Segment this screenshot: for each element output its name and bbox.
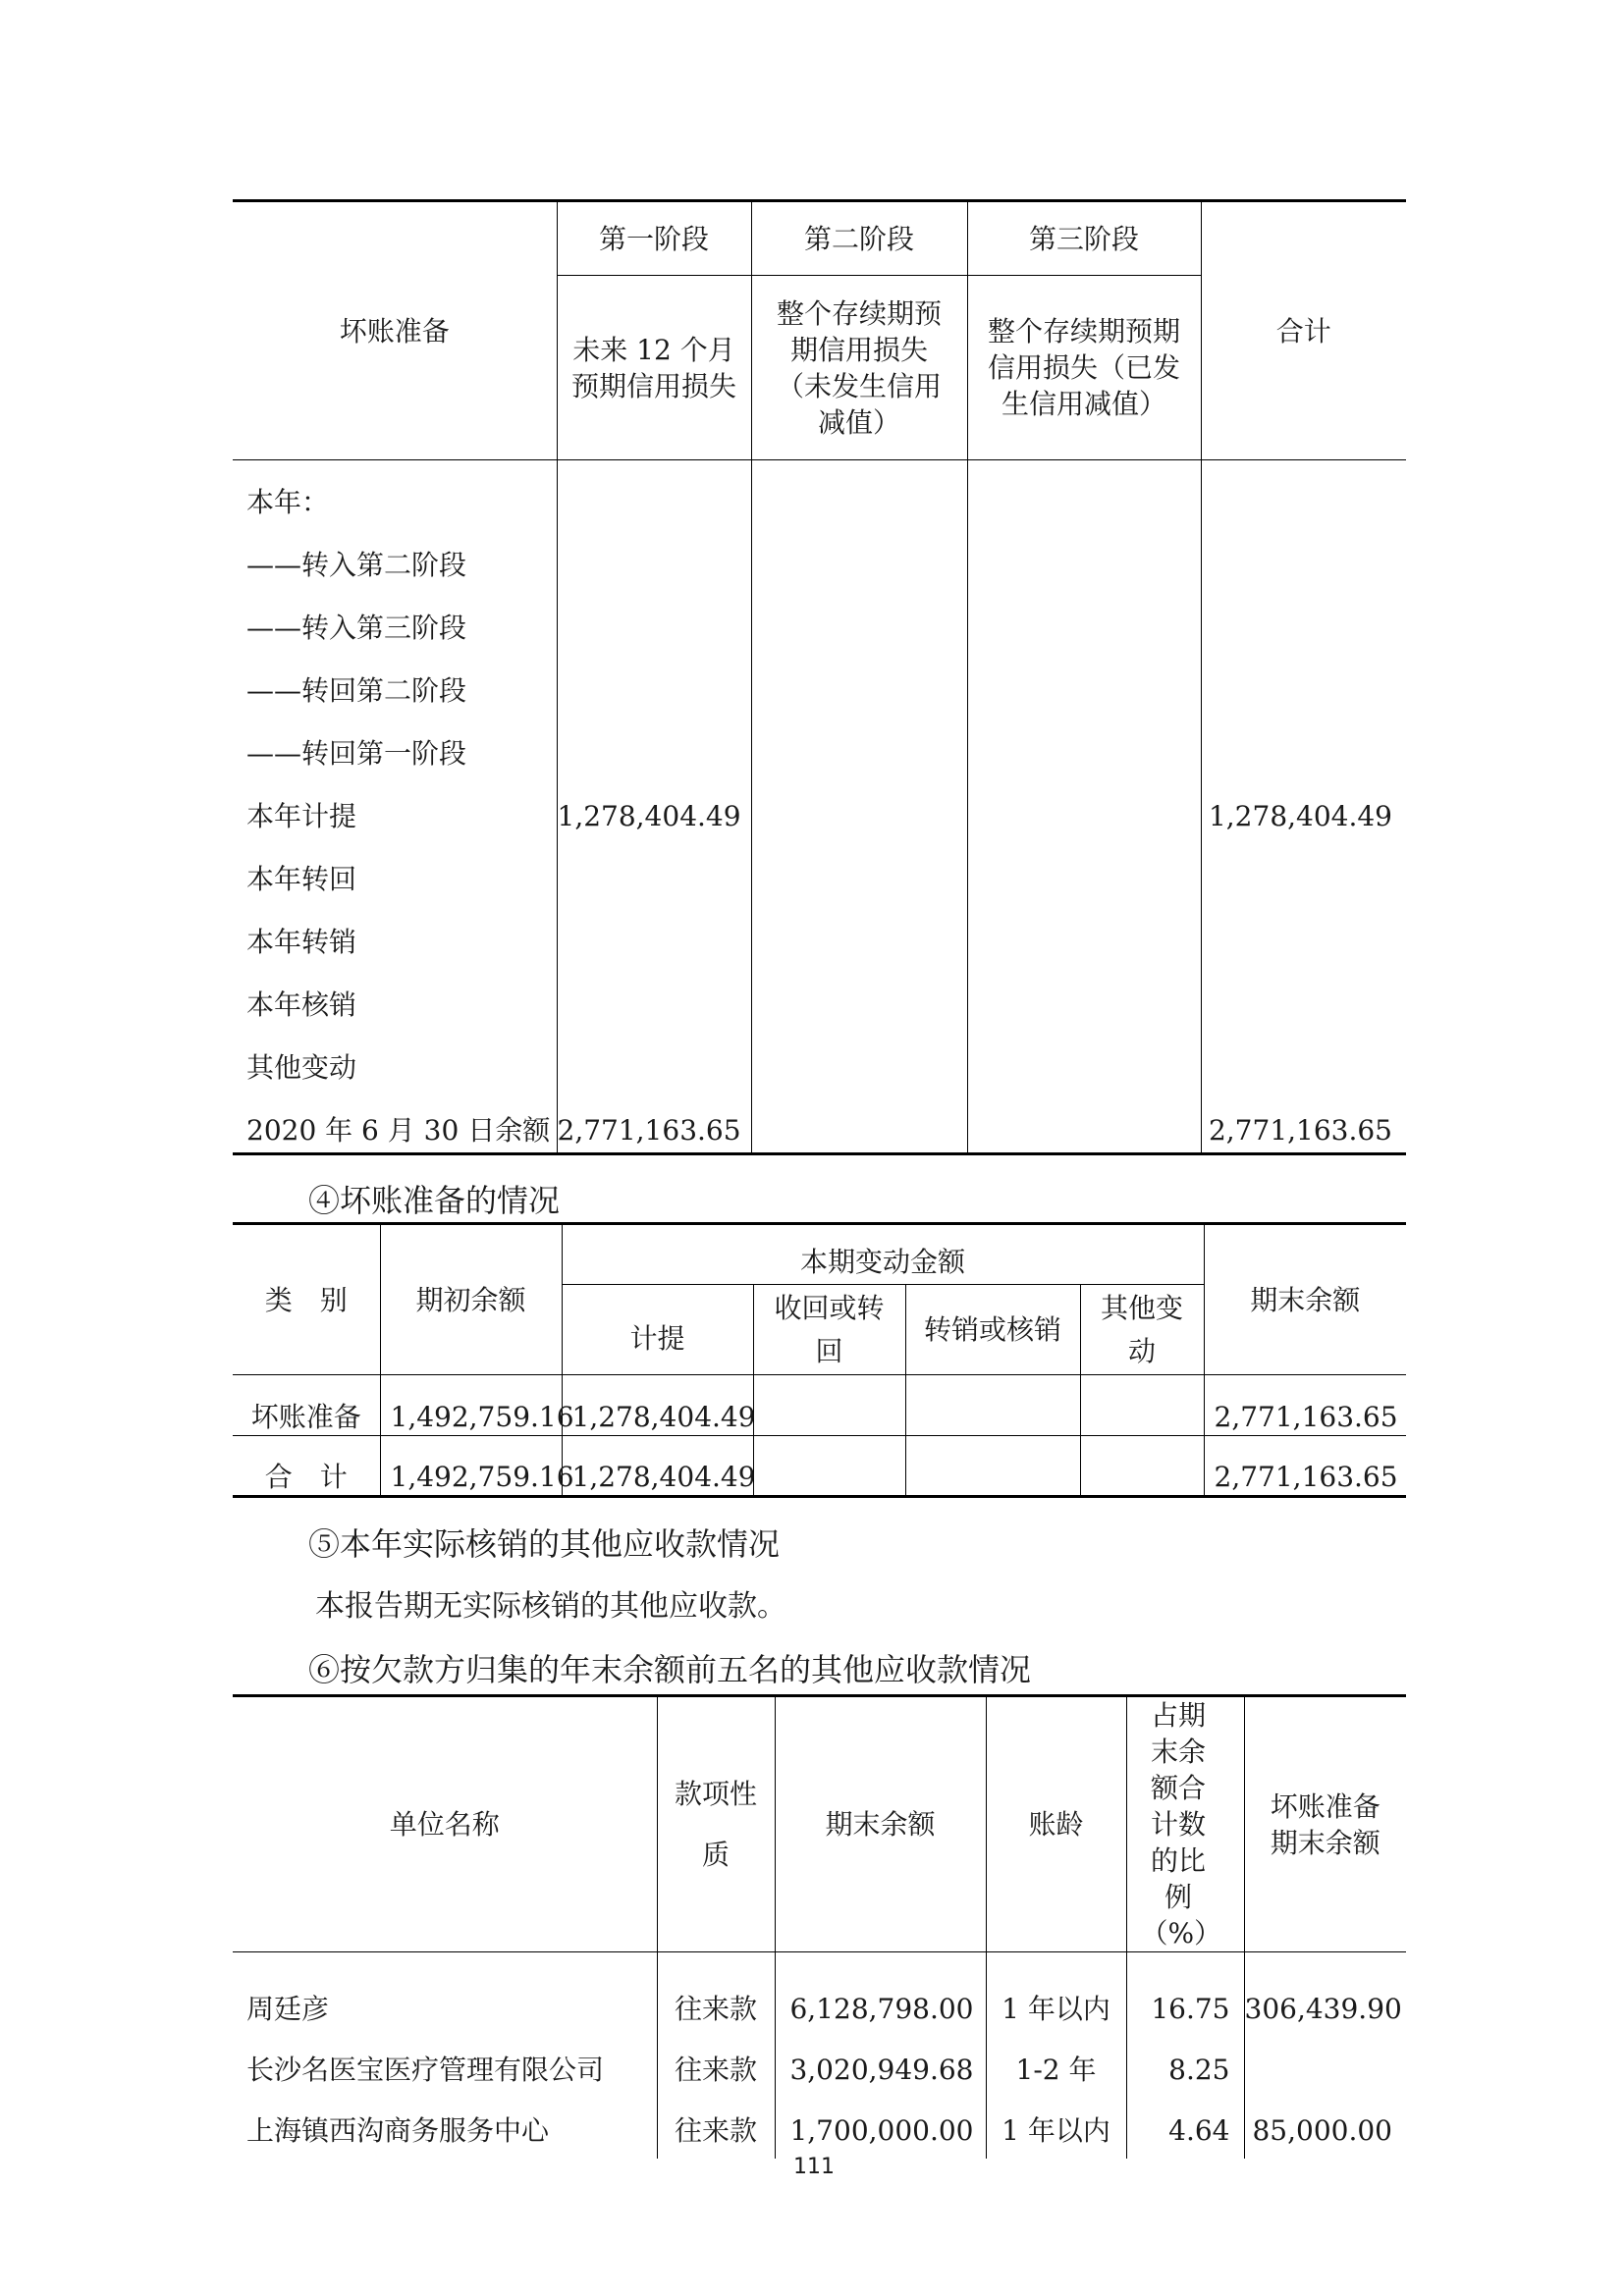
row-labels-cell: [233, 460, 557, 1154]
table-row: [233, 1375, 1406, 1436]
header-provision: 坏账准备期末余额: [1270, 1789, 1380, 1859]
provision-cell: 306,439.90: [1244, 1992, 1402, 2025]
row-label: ——转入第二阶段: [246, 549, 467, 581]
closing-balance-cell: 3,020,949.68: [775, 2037, 986, 2098]
header-name: 单位名称: [233, 1696, 657, 1952]
row-label: ——转入第三阶段: [246, 612, 467, 644]
section6-heading: ⑥按欠款方归集的年末余额前五名的其他应收款情况: [308, 1651, 1032, 1688]
other-cell: [1080, 1436, 1204, 1497]
total-value: 2,771,163.65: [1208, 1114, 1392, 1147]
aging-cell: 1 年以内: [986, 2098, 1126, 2159]
section4-heading: ④坏账准备的情况: [308, 1182, 561, 1219]
stage1-value: [558, 672, 737, 735]
header-total: 合计: [1275, 314, 1331, 347]
header-stage1-desc: 未来 12 个月预期信用损失: [557, 276, 751, 460]
writeoff-cell: [905, 1375, 1080, 1436]
stage1-value: 2,771,163.65: [557, 1114, 741, 1147]
table-row: [233, 2098, 1406, 2159]
total-value: 1,278,404.49: [1208, 800, 1392, 832]
nature-cell: 往来款: [657, 2037, 775, 2098]
header-stage1: 第一阶段: [557, 201, 751, 276]
header-nature: 款项性质: [657, 1696, 775, 1952]
opening-cell: 1,492,759.16: [380, 1436, 562, 1497]
ratio-cell: 16.75: [1126, 1952, 1244, 2037]
row-label: ——转回第一阶段: [246, 737, 467, 770]
stage1-value: [558, 924, 737, 987]
stage1-value: 1,278,404.49: [557, 800, 741, 832]
ratio-cell: 4.64: [1126, 2098, 1244, 2159]
row-label: 本年转销: [246, 926, 357, 958]
header-other: 其他变动: [1080, 1285, 1204, 1375]
stage1-value: [558, 484, 737, 547]
total-value: [1202, 610, 1393, 672]
stage3-values-cell: [967, 460, 1201, 1154]
aging-cell: 1 年以内: [986, 1952, 1126, 2037]
top-five-receivables-table: [233, 1694, 1406, 2159]
accrual-cell: 1,278,404.49: [562, 1375, 753, 1436]
header-recover: 收回或转回: [753, 1285, 905, 1375]
header-stage3: 第三阶段: [967, 201, 1201, 276]
recover-cell: [753, 1375, 905, 1436]
header-stage2: 第二阶段: [751, 201, 967, 276]
stage1-value: [558, 987, 737, 1049]
row-label: 其他变动: [246, 1051, 357, 1084]
total-value: [1202, 547, 1393, 610]
header-category: 类 别: [233, 1224, 380, 1375]
name-cell: 上海镇西沟商务服务中心: [233, 2098, 657, 2159]
bad-debt-summary-table: [233, 1222, 1406, 1498]
aging-cell: 1-2 年: [986, 2037, 1126, 2098]
table-row: [233, 2037, 1406, 2098]
total-value: [1202, 987, 1393, 1049]
header-opening: 期初余额: [380, 1224, 562, 1375]
ratio-cell: 8.25: [1126, 2037, 1244, 2098]
other-cell: [1080, 1375, 1204, 1436]
section5-note: 本报告期无实际核销的其他应收款。: [315, 1589, 786, 1624]
closing-balance-cell: 6,128,798.00: [775, 1952, 986, 2037]
recover-cell: [753, 1436, 905, 1497]
provision-cell: [1244, 2037, 1406, 2098]
category-cell: 坏账准备: [233, 1375, 380, 1436]
provision-cell: 85,000.00: [1252, 2113, 1392, 2147]
total-value: [1202, 484, 1393, 547]
closing-cell: 2,771,163.65: [1214, 1401, 1398, 1433]
table-row: [233, 1436, 1406, 1497]
stage1-value: [558, 735, 737, 798]
category-cell: 合 计: [233, 1436, 380, 1497]
total-value: [1202, 672, 1393, 735]
accrual-cell: 1,278,404.49: [562, 1436, 753, 1497]
row-label: 本年计提: [246, 800, 357, 832]
opening-cell: 1,492,759.16: [380, 1375, 562, 1436]
header-accrual: 计提: [562, 1285, 753, 1375]
stage1-value: [558, 547, 737, 610]
total-value: [1202, 924, 1393, 987]
row-label: 本年核销: [246, 988, 357, 1021]
row-label: 本年：: [246, 486, 330, 518]
stage1-values-cell: [557, 460, 751, 1154]
name-cell: 长沙名医宝医疗管理有限公司: [233, 2037, 657, 2098]
header-stage2-desc: 整个存续期预期信用损失（未发生信用减值）: [751, 276, 967, 460]
total-value: [1202, 735, 1393, 798]
total-value: [1202, 1049, 1393, 1112]
header-ratio: 占期末余额合计数的比例（%）: [1126, 1696, 1244, 1952]
table-row: [233, 1952, 1406, 2037]
row-label: ——转回第二阶段: [246, 674, 467, 707]
header-stage3-desc: 整个存续期预期信用损失（已发生信用减值）: [967, 276, 1201, 460]
total-values-cell: [1201, 460, 1406, 1154]
bad-debt-stage-table: [233, 199, 1406, 1155]
section5-heading: ⑤本年实际核销的其他应收款情况: [308, 1525, 781, 1563]
name-cell: 周廷彦: [233, 1952, 657, 2037]
header-change: 本期变动金额: [562, 1224, 1204, 1285]
nature-cell: 往来款: [657, 2098, 775, 2159]
header-bad-debt: 坏账准备: [233, 201, 557, 460]
closing-cell: 2,771,163.65: [1214, 1461, 1398, 1493]
total-value: [1202, 861, 1393, 924]
stage1-value: [558, 1049, 737, 1112]
stage1-value: [558, 861, 737, 924]
header-closing: 期末余额: [1250, 1283, 1361, 1316]
writeoff-cell: [905, 1436, 1080, 1497]
header-closing-balance: 期末余额: [775, 1696, 986, 1952]
row-label: 2020 年 6 月 30 日余额: [246, 1114, 551, 1147]
stage2-values-cell: [751, 460, 967, 1154]
closing-balance-cell: 1,700,000.00: [775, 2098, 986, 2159]
nature-cell: 往来款: [657, 1952, 775, 2037]
header-aging: 账龄: [986, 1696, 1126, 1952]
stage1-value: [558, 610, 737, 672]
row-label: 本年转回: [246, 863, 357, 895]
page-number: 111: [793, 2155, 835, 2179]
header-writeoff: 转销或核销: [905, 1285, 1080, 1375]
